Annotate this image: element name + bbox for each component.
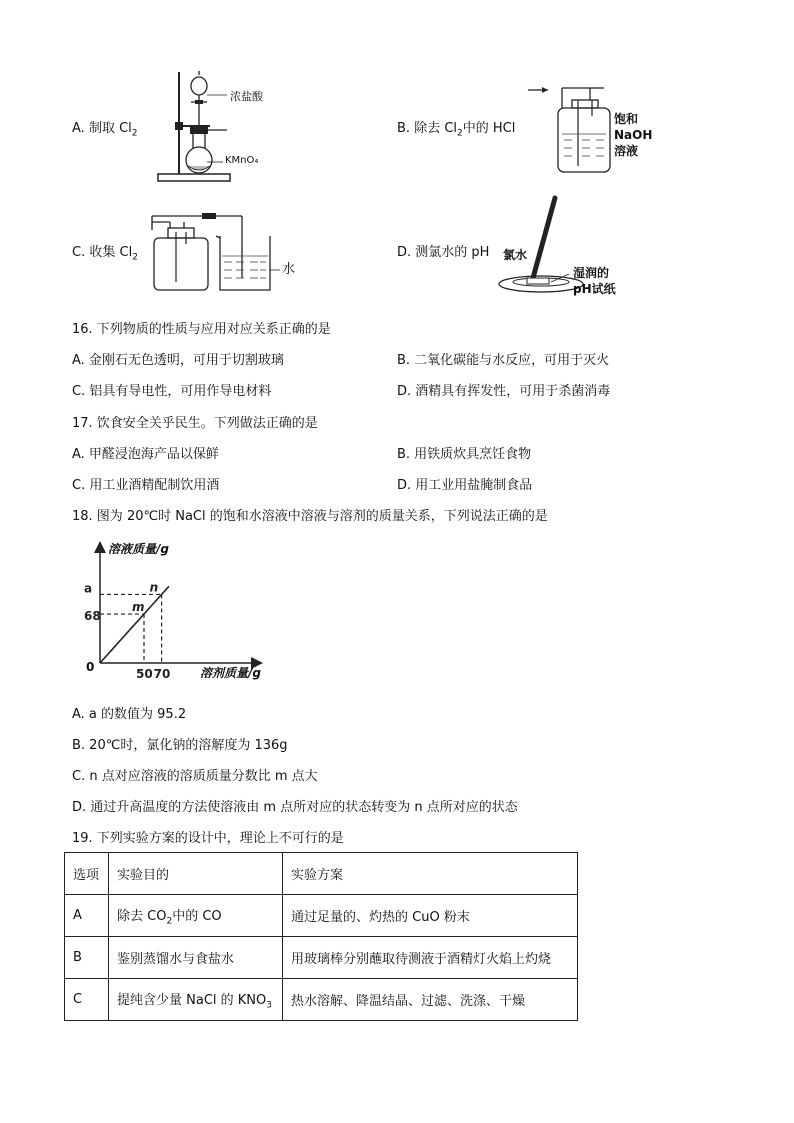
x-tick-label: 50 — [136, 667, 153, 681]
point-label-m: m — [132, 600, 145, 615]
table-row — [65, 895, 578, 937]
fig-b-label-3: 溶液 — [614, 144, 639, 158]
table-header-row — [65, 853, 578, 895]
table-header-cell: 实验方案 — [283, 853, 578, 895]
point-label-n: n — [149, 580, 159, 595]
q16-option-c: C. 铝具有导电性，可用作导电材料 — [72, 384, 272, 399]
q19-table — [64, 852, 578, 1021]
q16-option-a: A. 金刚石无色透明，可用于切割玻璃 — [72, 353, 284, 368]
q17-option-c: C. 用工业酒精配制饮用酒 — [72, 478, 220, 493]
q16-option-b: B. 二氧化碳能与水反应，可用于灭火 — [397, 353, 610, 368]
y-tick-label: a — [84, 581, 93, 596]
fig-d-label-1: 湿润的 — [573, 266, 610, 280]
fig-a-label-kmno4: KMnO₄ — [225, 155, 259, 166]
table-cell-goal: 提纯含少量 NaCl 的 $KNO_3$ — [109, 979, 283, 1021]
chart-ylabel: 溶液质量/g — [108, 542, 169, 556]
table-row — [65, 937, 578, 979]
q15-option-b: B. 除去 $Cl_2$中的 HCl — [397, 121, 516, 139]
q17-option-b: B. 用铁质炊具烹饪食物 — [397, 447, 532, 462]
table-row — [65, 979, 578, 1021]
table-header-cell: 选项 — [65, 853, 109, 895]
q17-stem: 17. 饮食安全关乎民生。下列做法正确的是 — [72, 416, 318, 431]
table-cell-plan: 热水溶解、降温结晶、过滤、洗涤、干燥 — [283, 979, 578, 1021]
q18-stem: 18. 图为 20℃时 NaCl 的饱和水溶液中溶液与溶剂的质量关系，下列说法正确的是 — [72, 509, 548, 524]
q16-stem: 16. 下列物质的性质与应用对应关系正确的是 — [72, 322, 331, 337]
q19-stem: 19. 下列实验方案的设计中，理论上不可行的是 — [72, 831, 344, 846]
figure-a-apparatus — [155, 62, 275, 184]
q15-option-d: D. 测氯水的 pH — [397, 245, 490, 260]
y-tick-label: 68 — [84, 609, 101, 624]
table-cell-option: C — [65, 979, 109, 1021]
q15-option-a: A. 制取 $Cl_2$ — [72, 121, 138, 139]
fig-c-label-water: 水 — [282, 262, 296, 277]
q18-option-b: B. 20℃时，氯化钠的溶解度为 136g — [72, 738, 288, 753]
table-cell-goal: 除去 $CO_2$中的 CO — [109, 895, 283, 937]
q18-option-a: A. a 的数值为 95.2 — [72, 707, 187, 722]
q18-chart — [80, 538, 280, 688]
fig-d-label-2: pH试纸 — [573, 282, 616, 296]
table-cell-option: A — [65, 895, 109, 937]
series-line — [100, 586, 169, 663]
q17-option-d: D. 用工业用盐腌制食品 — [397, 478, 533, 493]
table-cell-option: B — [65, 937, 109, 979]
figure-b-washing-bottle — [520, 80, 653, 180]
q18-option-d: D. 通过升高温度的方法使溶液由 m 点所对应的状态转变为 n 点所对应的状态 — [72, 800, 518, 815]
chart-xlabel: 溶剂质量/g — [200, 666, 261, 680]
q18-option-c: C. n 点对应溶液的溶质质量分数比 m 点大 — [72, 769, 318, 784]
q16-option-d: D. 酒精具有挥发性，可用于杀菌消毒 — [397, 384, 611, 399]
fig-b-label-1: 饱和 — [614, 112, 639, 126]
table-header-cell: 实验目的 — [109, 853, 283, 895]
x-tick-label: 70 — [153, 667, 171, 681]
chart-origin-label: 0 — [86, 660, 95, 674]
table-cell-goal: 鉴别蒸馏水与食盐水 — [109, 937, 283, 979]
table-cell-plan: 用玻璃棒分别蘸取待测液于酒精灯火焰上灼烧 — [283, 937, 578, 979]
fig-b-label-2: NaOH — [614, 128, 653, 142]
fig-a-label-hcl: 浓盐酸 — [230, 90, 263, 103]
q17-option-a: A. 甲醛浸泡海产品以保鲜 — [72, 447, 219, 462]
fig-d-label-chlorine-water: 氯水 — [503, 248, 528, 262]
q15-option-c: C. 收集 $Cl_2$ — [72, 245, 138, 263]
figure-c-collection — [148, 208, 298, 296]
table-cell-plan: 通过足量的、灼热的 CuO 粉末 — [283, 895, 578, 937]
figure-d-ph-test — [495, 192, 625, 298]
